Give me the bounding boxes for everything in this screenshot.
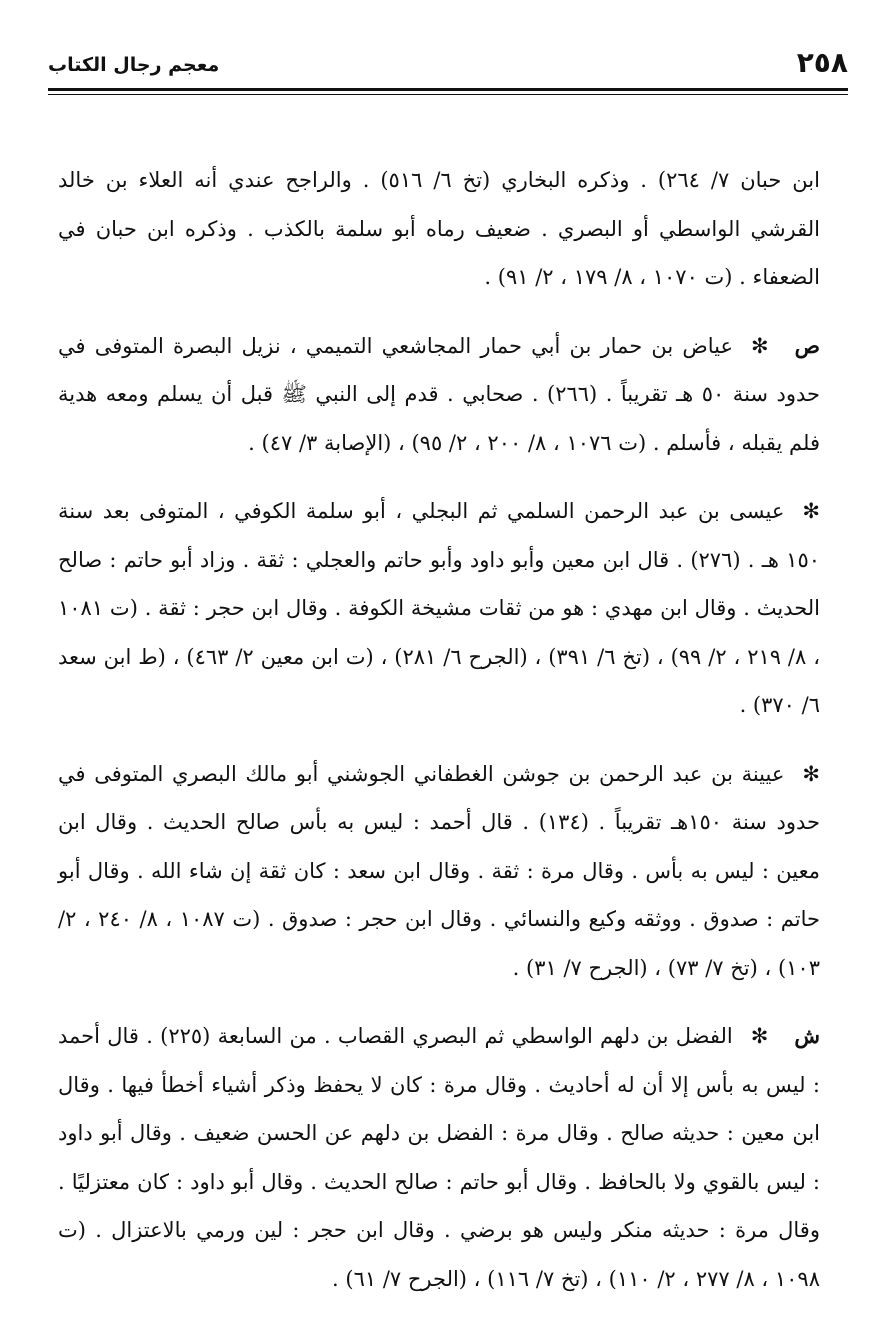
running-title: معجم رجال الكتاب [48, 54, 220, 76]
entry-isa [58, 487, 820, 730]
entry-iyad [58, 322, 820, 468]
entry-text: عيسى بن عبد الرحمن السلمي ثم البجلي ، أبو سلمة الكوفي ، المتوفى بعد سنة ١٥٠ هـ . (٢٧٦) . قال ابن معين وأبو داود وأبو حاتم والعجلي : ثقة . وزاد أبو حاتم : صالح الحديث . وقال ابن مهدي : هو من ثقات مشيخة الكوفة . وقال ابن حجر : ثقة . (ت ١٠٨١ ، ٨/ ٢١٩ ، ٢/ ٩٩) ، (تخ ٦/ ٣٩١) ، (الجرح ٦/ ٢٨١) ، (ت ابن معين ٢/ ٤٦٣) ، (ط ابن سعد ٦/ ٣٧٠) . [58, 499, 821, 717]
header-rule-thick [48, 88, 848, 91]
page-number: ٢٥٨ [796, 46, 848, 79]
entry-text: عياض بن حمار بن أبي حمار المجاشعي التميمي ، نزيل البصرة المتوفى في حدود سنة ٥٠ هـ تقريباً . (٢٦٦) . صحابي . قدم إلى النبي ﷺ قبل أن يسلم ومعه هدية فلم يقبله ، فأسلم . (ت ١٠٧٦ ، ٨/ ٢٠٠ ، ٢/ ٩٥) ، (الإصابة ٣/ ٤٧) . [58, 333, 820, 455]
entry-text: الفضل بن دلهم الواسطي ثم البصري القصاب . من السابعة (٢٢٥) . قال أحمد : ليس به بأس إلا أن له أحاديث . وقال مرة : كان لا يحفظ وذكر أشياء أخطأ فيها . وقال ابن معين : حديثه صالح . وقال مرة : الفضل بن دلهم عن الحسن ضعيف . وقال أبو داود : ليس بالقوي ولا بالحافظ . وقال أبو حاتم : صالح الحديث . وقال أبو داود : كان معتزليًا . وقال مرة : حديثه منكر وليس هو برضي . وقال ابن حجر : لين ورمي بالاعتزال . (ت ١٠٩٨ ، ٨/ ٢٧٧ ، ٢/ ١١٠) ، (تخ ٧/ ١١٦) ، (الجرح ٧/ ٦١) . [58, 1024, 820, 1291]
asterisk-icon: ✻ [802, 761, 820, 786]
header-rule-thin [48, 94, 848, 95]
rumuz-code: ص [794, 332, 820, 358]
rumuz-code: ش [794, 1023, 821, 1048]
asterisk-icon: ✻ [751, 333, 769, 358]
entry-continuation [58, 156, 820, 302]
page-body [58, 156, 820, 1323]
entry-text: ابن حبان ٧/ ٢٦٤) . وذكره البخاري (تخ ٦/ ٥١٦) . والراجح عندي أنه العلاء بن خالد القرشي الواسطي أو البصري . ضعيف رماه أبو سلمة بالكذب . وذكره ابن حبان في الضعفاء . (ت ١٠٧٠ ، ٨/ ١٧٩ ، ٢/ ٩١) . [58, 168, 820, 289]
asterisk-icon: ✻ [750, 1024, 769, 1048]
asterisk-icon: ✻ [802, 499, 820, 523]
entry-fadl [58, 1012, 820, 1303]
page-header [48, 40, 848, 88]
entry-uyayna [58, 750, 820, 993]
entry-text: عيينة بن عبد الرحمن بن جوشن الغطفاني الجوشني أبو مالك البصري المتوفى في حدود سنة ١٥٠هـ تقريباً . (١٣٤) . قال أحمد : ليس به بأس صالح الحديث . وقال ابن معين : ليس به بأس . وقال مرة : ثقة . وقال ابن سعد : كان ثقة إن شاء الله . وقال أبو حاتم : صدوق . ووثقه وكيع والنسائي . وقال ابن حجر : صدوق . (ت ١٠٨٧ ، ٨/ ٢٤٠ ، ٢/ ١٠٣) ، (تخ ٧/ ٧٣) ، (الجرح ٧/ ٣١) . [58, 761, 820, 980]
